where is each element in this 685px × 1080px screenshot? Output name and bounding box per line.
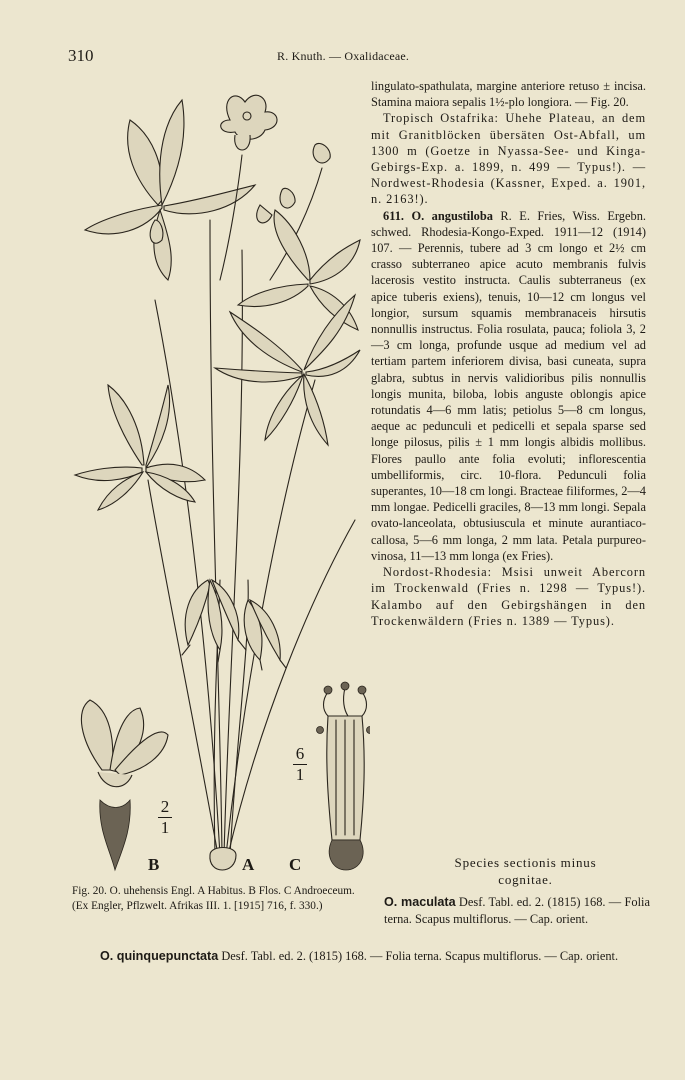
entry-quinquepunctata <box>72 948 650 965</box>
maculata-text: Desf. Tabl. ed. 2. (1815) 168. — Folia terna. Scapus multiflorus. — Cap. orient. <box>384 895 650 926</box>
paragraph-fig-ref: lingulato-spathulata, margine anteriore retuso ± incisa. Stamina maiora sepalis 1½-plo longiora. — Fig. 20. <box>371 79 646 110</box>
botanical-figure <box>70 80 370 880</box>
species-name-maculata: O. maculata <box>384 895 456 909</box>
running-head: R. Knuth. — Oxalidaceae. <box>277 49 410 63</box>
species-name-quinquepunctata: O. quinquepunctata <box>100 949 219 963</box>
scale-b-top: 2 <box>160 797 170 816</box>
species-description: R. E. Fries, Wiss. Ergebn. schwed. Rhodesia-Kongo-Exped. 1911—12 (1914) 107. — Perennis, tubere ad 3 cm longo et 2½ cm crasso subterraneo apice acuto membranis fulvis lacerosis vestito instructa. Caulis subterraneus (ex apice tuberis exiens), tenuis, 10—12 cm longus vel longior, sursum squamis membranaceis hirsutis nonnullis instructus. Folia rosulata, pauca; foliola 3, 2—3 cm longa, profunde usque ad medium vel ad tertiam partem inferiorem divisa, basi cuneata, supra glabra, subtus in nervis validioribus pilis nonnullis longis munita, biloba, lobis anguste oblongis apice rotundatis 4—6 mm latis; petiolus 5—8 cm longus, aeque ac pedunculi et pedicelli et sepala sparse sed longe pilosus, pilis ± 1 mm longis albidis mollibus. Flores paullo ante folia evoluti; inflorescentia umbelliformis, circ. 10-flora. Pedunculi folia superantes, 10—18 cm longi. Bracteae filiformes, 2—4 mm longae. Pedicelli graciles, 8—13 mm longi. Sepala ovato-lanceolata, obtusiuscula et minute aurantiaco-callosa, 5—6 mm longa, 2 mm lata. Petala purpureo-vinosa, 11—13 mm longa (ex Fries). <box>371 208 646 563</box>
paragraph-angustiloba <box>371 208 646 564</box>
page-number: 310 <box>68 46 94 65</box>
entry-maculata <box>384 894 650 927</box>
detail-c-androeceum <box>317 682 371 870</box>
plant-illustration <box>70 80 370 880</box>
section-heading-line1: Species sectionis minus <box>454 855 597 870</box>
scale-b-bottom: 1 <box>160 818 170 837</box>
detail-b-flower <box>81 700 168 870</box>
figure-label-a: A <box>242 855 255 874</box>
paragraph-locality-ostafrika: Tropisch Ostafrika: Uhehe Plateau, an dem mit Granitblöcken übersäten Ost-Abfall, um 1300 m (Goetze in Nyassa-See- und Kinga-Gebirgs-Exp. a. 1899, n. 499 — Typus!). — Nordwest-Rhodesia (Kassner, Exped. a. 1901, n. 2163!). <box>371 111 646 207</box>
scale-c <box>293 745 307 784</box>
section-heading <box>388 854 663 888</box>
figure-caption: Fig. 20. O. uhehensis Engl. A Habitus. B Flos. C Androeceum. (Ex Engler, Pflzwelt. Afrikas III. 1. [1915] 716, f. 330.) <box>72 885 355 912</box>
scale-c-bottom: 1 <box>295 765 305 784</box>
figure-label-b: B <box>148 855 160 874</box>
figure-label-c: C <box>289 855 302 874</box>
right-column-text <box>371 78 646 629</box>
species-heading: 611. O. angustiloba <box>383 208 493 223</box>
leaf-left-middle <box>75 385 205 510</box>
scale-b <box>158 798 172 837</box>
paragraph-locality-rhodesia: Nordost-Rhodesia: Msisi unweit Abercorn im Trockenwald (Fries n. 1298 — Typus!). Kalambo auf den Gebirgshängen in den Trockenwäldern (Fries n. 1389 — Typus). <box>371 565 646 628</box>
scale-c-top: 6 <box>295 744 305 763</box>
quinquepunctata-text: Desf. Tabl. ed. 2. (1815) 168. — Folia terna. Scapus multiflorus. — Cap. orient. <box>221 949 619 963</box>
leaf-right-middle <box>215 295 360 445</box>
section-heading-line2: cognitae. <box>498 872 553 887</box>
